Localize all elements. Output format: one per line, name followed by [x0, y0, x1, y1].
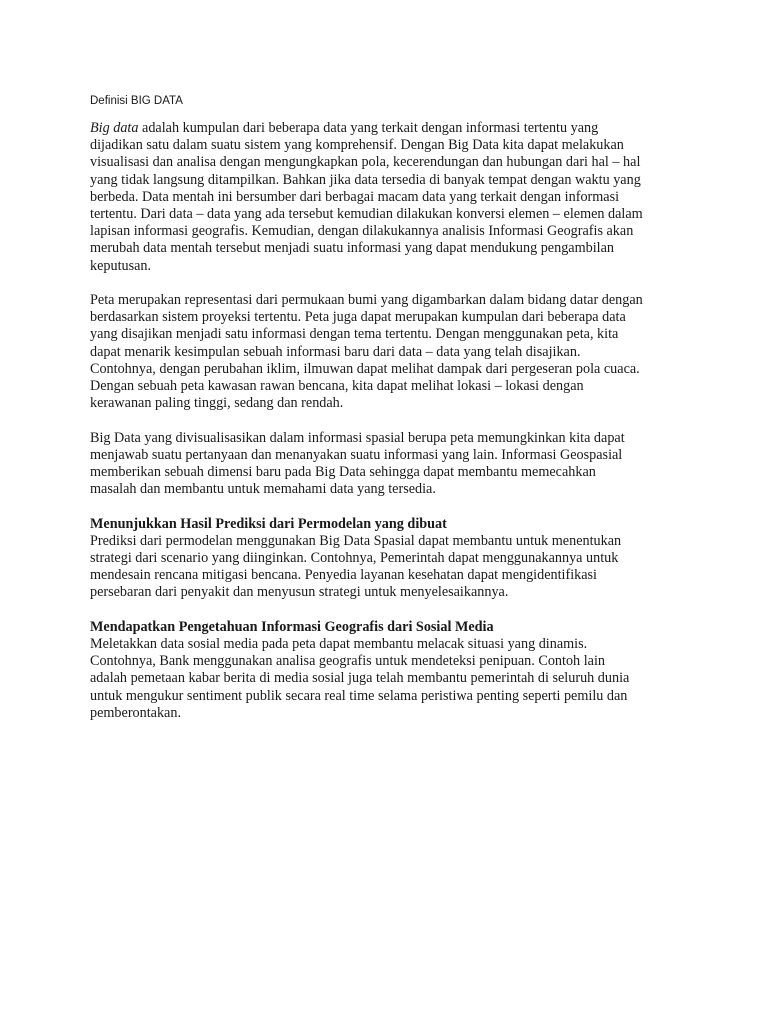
text-line: masalah dan membantu untuk memahami data yang tersedia.: [90, 481, 436, 498]
text-line: strategi dari scenario yang diinginkan. Contohnya, Pemerintah dapat menggunakannya untuk: [90, 550, 619, 567]
text-line: kerawanan paling tinggi, sedang dan rendah.: [90, 395, 344, 412]
text-line: merubah data mentah tersebut menjadi suatu informasi yang dapat mendukung pengambilan: [90, 240, 614, 257]
document-title: Definisi BIG DATA: [90, 95, 183, 107]
text-line: yang tidak langsung ditampilkan. Bahkan jika data tersedia di banyak tempat dengan waktu yang: [90, 171, 641, 188]
text-line: mendesain rencana mitigasi bencana. Penyedia layanan kesehatan dapat mengidentifikasi: [90, 567, 598, 584]
text-line: Big Data yang divisualisasikan dalam informasi spasial berupa peta memungkinkan kita dapat: [90, 429, 625, 446]
text-line: berbeda. Data mentah ini bersumber dari berbagai macam data yang terkait dengan informasi: [90, 188, 620, 205]
text-line: lapisan informasi geografis. Kemudian, dengan dilakukannya analisis Informasi Geografis akan: [90, 223, 634, 240]
text-line: visualisasi dan analisa dengan mengungkapkan pola, kecerendungan dan hubungan dari hal – hal: [90, 154, 641, 171]
section-heading: Mendapatkan Pengetahuan Informasi Geografis dari Sosial Media: [90, 618, 494, 635]
text-line: keputusan.: [90, 257, 152, 274]
text-line: memberikan sebuah dimensi baru pada Big Data sehingga dapat membantu memecahkan: [90, 464, 596, 481]
document-page: [90, 93, 690, 739]
text-line: Contohnya, Bank menggunakan analisa geografis untuk mendeteksi penipuan. Contoh lain: [90, 653, 605, 670]
section-heading: Menunjukkan Hasil Prediksi dari Permodelan yang dibuat: [90, 515, 447, 532]
text-line: dijadikan satu dalam suatu sistem yang komprehensif. Dengan Big Data kita dapat melakukan: [90, 137, 624, 154]
text-line: Prediksi dari permodelan menggunakan Big Data Spasial dapat membantu untuk menentukan: [90, 532, 622, 549]
text-line: Contohnya, dengan perubahan iklim, ilmuwan dapat melihat dampak dari pergeseran pola cuaca.: [90, 360, 640, 377]
text-line: Dengan sebuah peta kawasan rawan bencana, kita dapat melihat lokasi – lokasi dengan: [90, 378, 584, 395]
paragraph-spasial: [90, 430, 690, 499]
text-line: yang disajikan menjadi satu informasi dengan tema tertentu. Dengan menggunakan peta, kita: [90, 326, 619, 343]
text-line: Peta merupakan representasi dari permukaan bumi yang digambarkan dalam bidang datar dengan: [90, 292, 643, 309]
text-line: dapat menarik kesimpulan sebuah informasi baru dari data – data yang telah disajikan.: [90, 343, 581, 360]
text-line: adalah pemetaan kabar berita di media sosial juga telah membantu pemerintah di seluruh dunia: [90, 670, 630, 687]
text-line: berdasarkan sistem proyeksi tertentu. Peta juga dapat merupakan kumpulan dari beberapa data: [90, 309, 626, 326]
text-line: menjawab suatu pertanyaan dan menanyakan suatu informasi yang lain. Informasi Geospasial: [90, 446, 623, 463]
section-sosial-media: [90, 619, 690, 722]
text-line: [90, 120, 690, 137]
paragraph-peta: [90, 292, 690, 412]
paragraph-big-data-definition: [90, 120, 690, 275]
text-line: untuk mengukur sentiment publik secara real time selama peristiwa penting seperti pemilu dan: [90, 687, 628, 704]
text-line: Meletakkan data sosial media pada peta dapat membantu melacak situasi yang dinamis.: [90, 636, 588, 653]
text-line-rest: adalah kumpulan dari beberapa data yang terkait dengan informasi tertentu yang: [138, 120, 599, 136]
text-line: persebaran dari penyakit dan menyusun strategi untuk menyelesaikannya.: [90, 584, 509, 601]
text-line: pemberontakan.: [90, 704, 181, 721]
section-prediksi: [90, 516, 690, 602]
text-line: tertentu. Dari data – data yang ada tersebut kemudian dilakukan konversi elemen – elemen dalam: [90, 206, 643, 223]
italic-term: Big data: [90, 120, 139, 136]
